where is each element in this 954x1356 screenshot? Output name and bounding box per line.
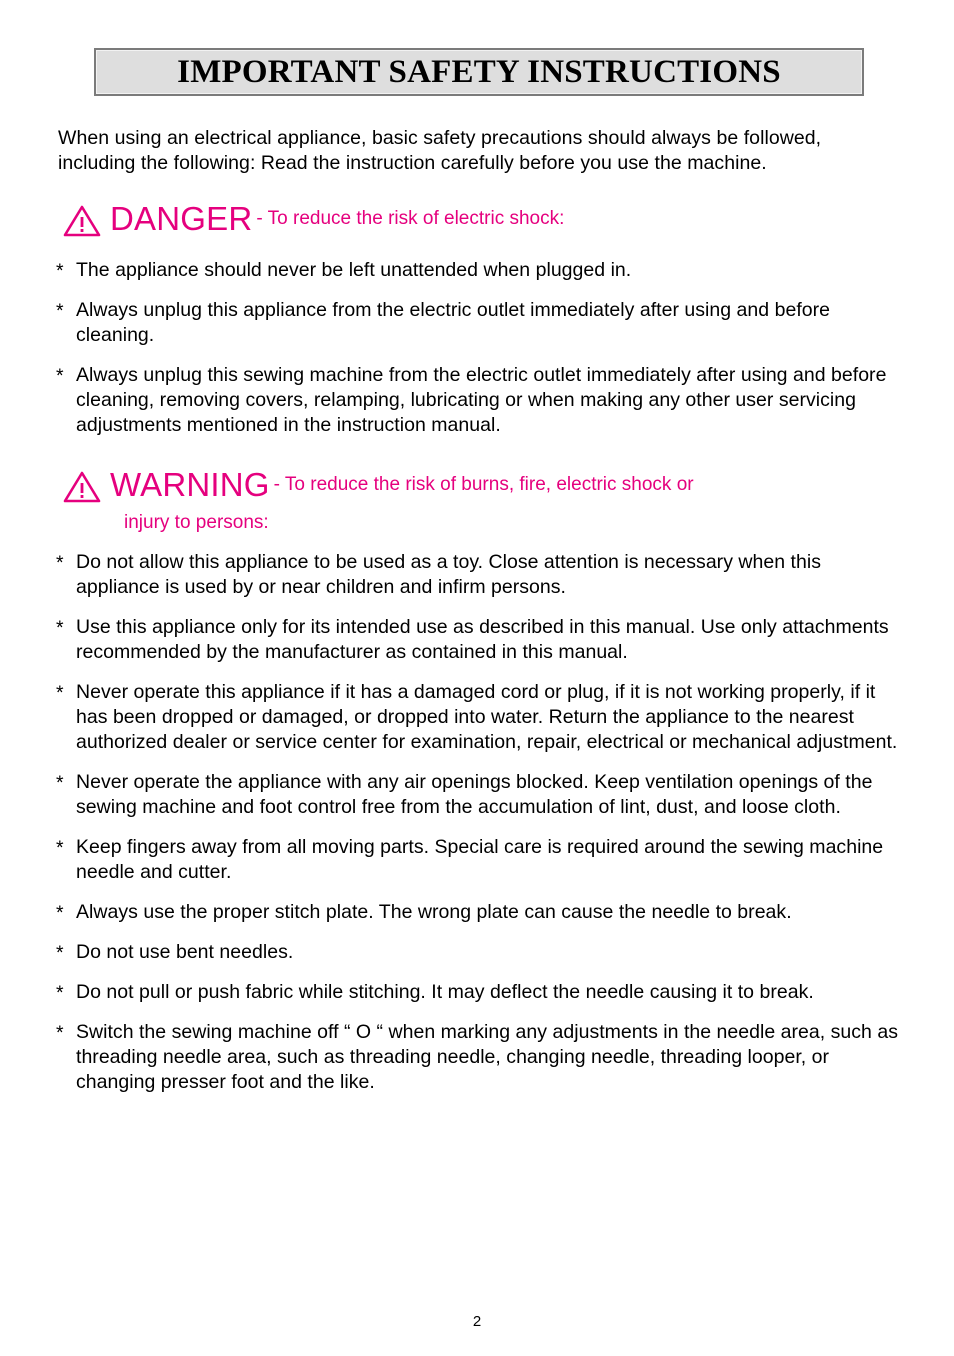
list-item: * Do not pull or push fabric while stitching. It may deflect the needle causing it to break. [54,980,900,1005]
page-title: IMPORTANT SAFETY INSTRUCTIONS [177,53,781,90]
page-number: 2 [472,1313,482,1330]
warning-triangle-icon [62,204,102,243]
list-item: * Always unplug this sewing machine from the electric outlet immediately after using and before cleaning, removing covers, relamping, lubricating or when making any other user servicing adjustments mentioned in the instruction manual. [54,363,900,438]
warning-subheading: - To reduce the risk of burns, fire, electric shock or [273,474,694,495]
list-item: * The appliance should never be left unattended when plugged in. [54,258,900,283]
page-title-banner [94,48,864,96]
list-item: * Use this appliance only for its intended use as described in this manual. Use only attachments recommended by the manufacturer as contained in this manual. [54,615,900,665]
warning-subheading-line2: injury to persons: [124,512,269,533]
danger-list [54,258,900,438]
warning-list [54,550,900,1095]
list-item: * Never operate this appliance if it has a damaged cord or plug, if it is not working properly, if it has been dropped or damaged, or dropped into water. Return the appliance to the nearest authorized dealer or service center for examination, repair, electrical or mechanical adjustment. [54,680,900,755]
list-item: * Always use the proper stitch plate. The wrong plate can cause the needle to break. [54,900,900,925]
warning-triangle-icon [62,470,102,509]
list-item: * Never operate the appliance with any air openings blocked. Keep ventilation openings of the sewing machine and foot control free from the accumulation of lint, dust, and loose cloth. [54,770,900,820]
danger-label: DANGER [110,200,253,237]
list-item: * Do not allow this appliance to be used as a toy. Close attention is necessary when this appliance is used by or near children and infirm persons. [54,550,900,600]
warning-section-heading [62,468,900,535]
danger-subheading: - To reduce the risk of electric shock: [256,208,565,229]
list-item: * Switch the sewing machine off “ O “ when marking any adjustments in the needle area, such as threading needle area, such as threading needle, changing needle, threading looper, or changing presser foot and the like. [54,1020,900,1095]
intro-paragraph: When using an electrical appliance, basic safety precautions should always be followed, including the following: Read the instruction carefully before you use the machine. [58,127,822,174]
warning-label: WARNING [110,466,270,503]
list-item: * Do not use bent needles. [54,940,900,965]
list-item: * Keep fingers away from all moving parts. Special care is required around the sewing machine needle and cutter. [54,835,900,885]
danger-section-heading [62,202,900,243]
list-item: * Always unplug this appliance from the electric outlet immediately after using and before cleaning. [54,298,900,348]
